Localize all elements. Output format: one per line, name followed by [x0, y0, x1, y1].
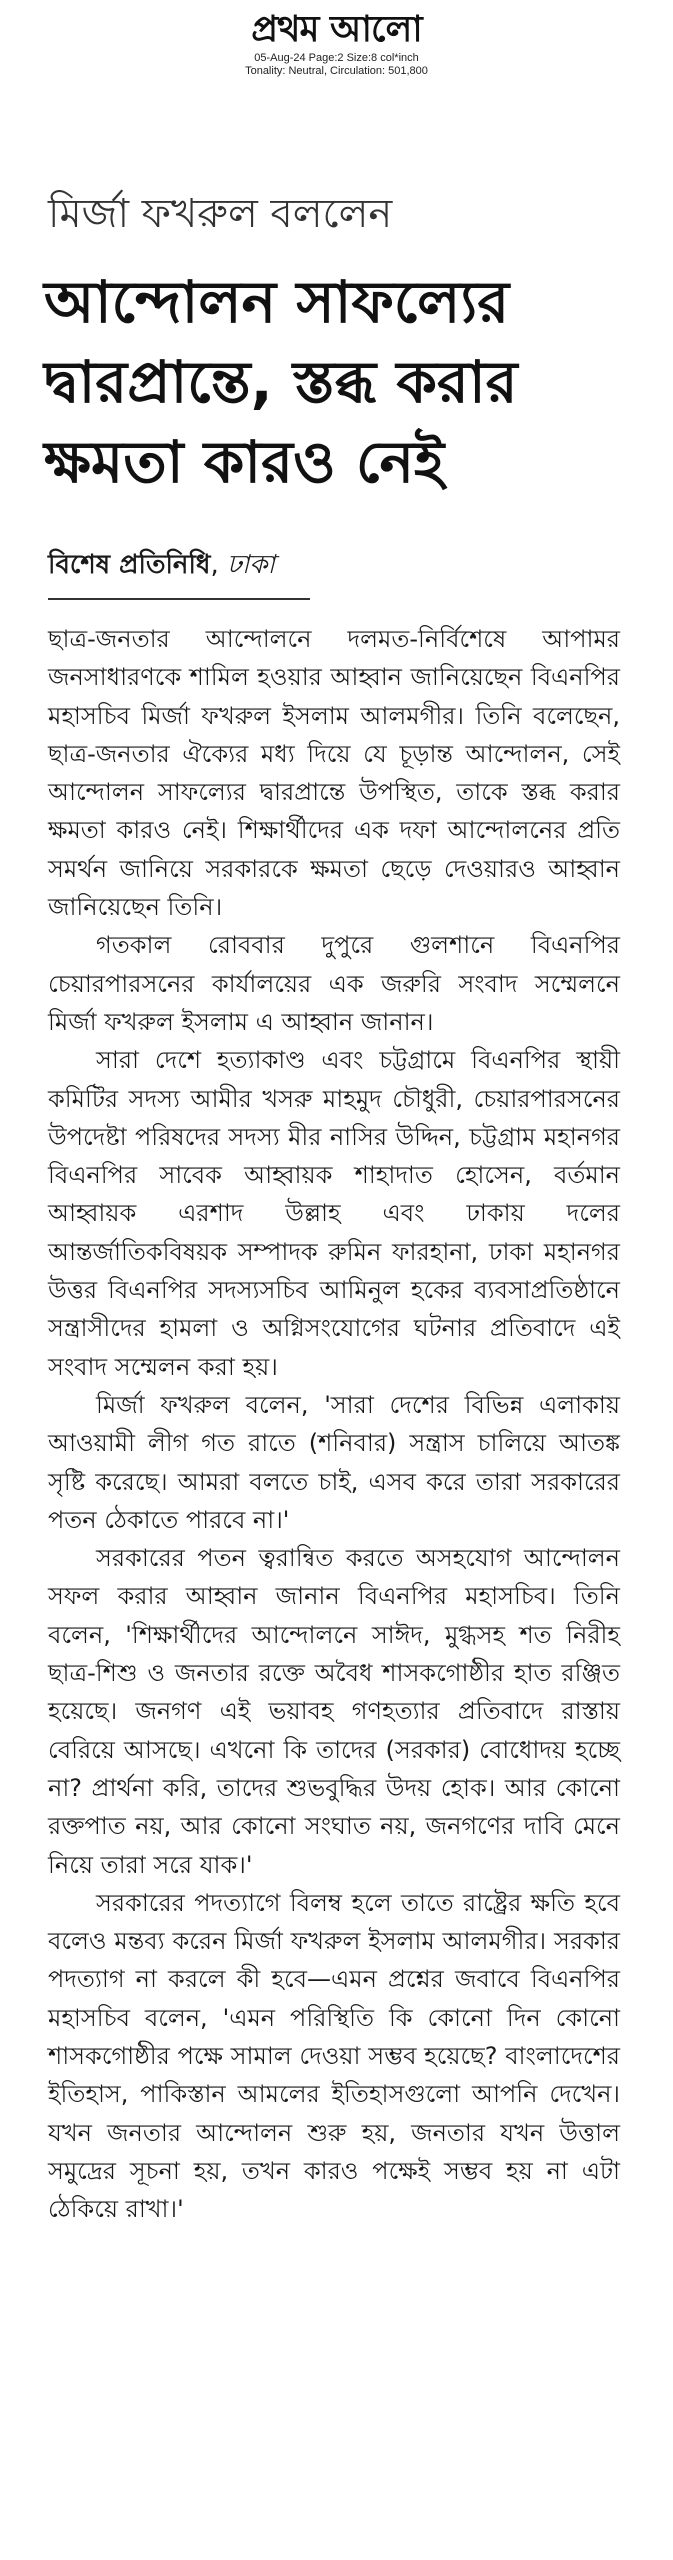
byline: বিশেষ প্রতিনিধি, ঢাকা [48, 550, 275, 580]
tonality-info: Tonality: Neutral, Circulation: 501,800 [245, 65, 428, 77]
byline-author: বিশেষ প্রতিনিধি [48, 550, 211, 580]
article-paragraph: সারা দেশে হত্যাকাণ্ড এবং চট্টগ্রামে বিএনপির স্থায়ী কমিটির সদস্য আমীর খসরু মাহমুদ চৌধুরী, চেয়ারপারসনের উপদেষ্টা পরিষদের সদস্য মীর নাসির উদ্দিন, চট্টগ্রাম মহানগর বিএনপির সাবেক আহ্বায়ক শাহাদাত হোসেন, বর্তমান আহ্বায়ক এরশাদ উল্লাহ এবং ঢাকায় দলের আন্তর্জাতিকবিষয়ক সম্পাদক রুমিন ফারহানা, ঢাকা মহানগর উত্তর বিএনপির সদস্যসচিব আমিনুল হকের ব্যবসাপ্রতিষ্ঠানে সন্ত্রাসীদের হামলা ও অগ্নিসংযোগের ঘটনার প্রতিবাদে এই সংবাদ সম্মেলন করা হয়। [48, 1046, 620, 1381]
article-paragraph: গতকাল রোববার দুপুরে গুলশানে বিএনপির চেয়ারপারসনের কার্যালয়ের এক জরুরি সংবাদ সম্মেলনে মির্জা ফখরুল ইসলাম এ আহ্বান জানান। [48, 931, 620, 1036]
byline-divider [48, 598, 310, 600]
clipping-info: 05-Aug-24 Page:2 Size:8 col*inch [254, 52, 419, 64]
article-headline: আন্দোলন সাফল্যের দ্বারপ্রান্তে, স্তব্ধ করার ক্ষমতা কারও নেই [44, 268, 518, 496]
article-paragraph: সরকারের পতন ত্বরান্বিত করতে অসহযোগ আন্দোলন সফল করার আহ্বান জানান বিএনপির মহাসচিব। তিনি বলেন, 'শিক্ষার্থীদের আন্দোলনে সাঈদ, মুগ্ধসহ শত নিরীহ ছাত্র-শিশু ও জনতার রক্তে অবৈধ শাসকগোষ্ঠীর হাত রঞ্জিত হয়েছে। জনগণ এই ভয়াবহ গণহত্যার প্রতিবাদে রাস্তায় বেরিয়ে আসছে। এখনো কি তাদের (সরকার) বোধোদয় হচ্ছে না? প্রার্থনা করি, তাদের শুভবুদ্ধির উদয় হোক। আর কোনো রক্তপাত নয়, আর কোনো সংঘাত নয়, জনগণের দাবি মেনে নিয়ে তারা সরে যাক।' [48, 1544, 620, 1879]
prothom-alo-logo [251, 8, 421, 52]
article-paragraph: ছাত্র-জনতার আন্দোলনে দলমত-নির্বিশেষে আপামর জনসাধারণকে শামিল হওয়ার আহ্বান জানিয়েছেন বিএনপির মহাসচিব মির্জা ফখরুল ইসলাম আলমগীর। তিনি বলেছেন, ছাত্র-জনতার ঐক্যের মধ্য দিয়ে যে চূড়ান্ত আন্দোলন, সেই আন্দোলন সাফল্যের দ্বারপ্রান্তে উপস্থিত, তাকে স্তব্ধ করার ক্ষমতা কারও নেই। শিক্ষার্থীদের এক দফা আন্দোলনের প্রতি সমর্থন জানিয়ে সরকারকে ক্ষমতা ছেড়ে দেওয়ারও আহ্বান জানিয়েছেন তিনি। [48, 625, 620, 922]
article-kicker: মির্জা ফখরুল বললেন [48, 191, 393, 237]
logo-text: প্রথম আলো [251, 9, 422, 50]
article-body [48, 620, 620, 2228]
article-paragraph: মির্জা ফখরুল বলেন, 'সারা দেশের বিভিন্ন এলাকায় আওয়ামী লীগ গত রাতে (শনিবার) সন্ত্রাস চালিয়ে আতঙ্ক সৃষ্টি করেছে। আমরা বলতে চাই, এসব করে তারা সরকারের পতন ঠেকাতে পারবে না।' [48, 1390, 620, 1534]
article-paragraph: সরকারের পদত্যাগে বিলম্ব হলে তাতে রাষ্ট্রের ক্ষতি হবে বলেও মন্তব্য করেন মির্জা ফখরুল ইসলাম আলমগীর। সরকার পদত্যাগ না করলে কী হবে—এমন প্রশ্নের জবাবে বিএনপির মহাসচিব বলেন, 'এমন পরিস্থিতি কি কোনো দিন কোনো শাসকগোষ্ঠীর পক্ষে সামাল দেওয়া সম্ভব হয়েছে? বাংলাদেশের ইতিহাস, পাকিস্তান আমলের ইতিহাসগুলো আপনি দেখেন। যখন জনতার আন্দোলন শুরু হয়, জনতার যখন উত্তাল সমুদ্রের সূচনা হয়, তখন কারও পক্ষেই সম্ভব হয় না এটা ঠেকিয়ে রাখা।' [48, 1888, 620, 2224]
masthead [0, 8, 673, 78]
byline-location: ঢাকা [226, 550, 275, 580]
